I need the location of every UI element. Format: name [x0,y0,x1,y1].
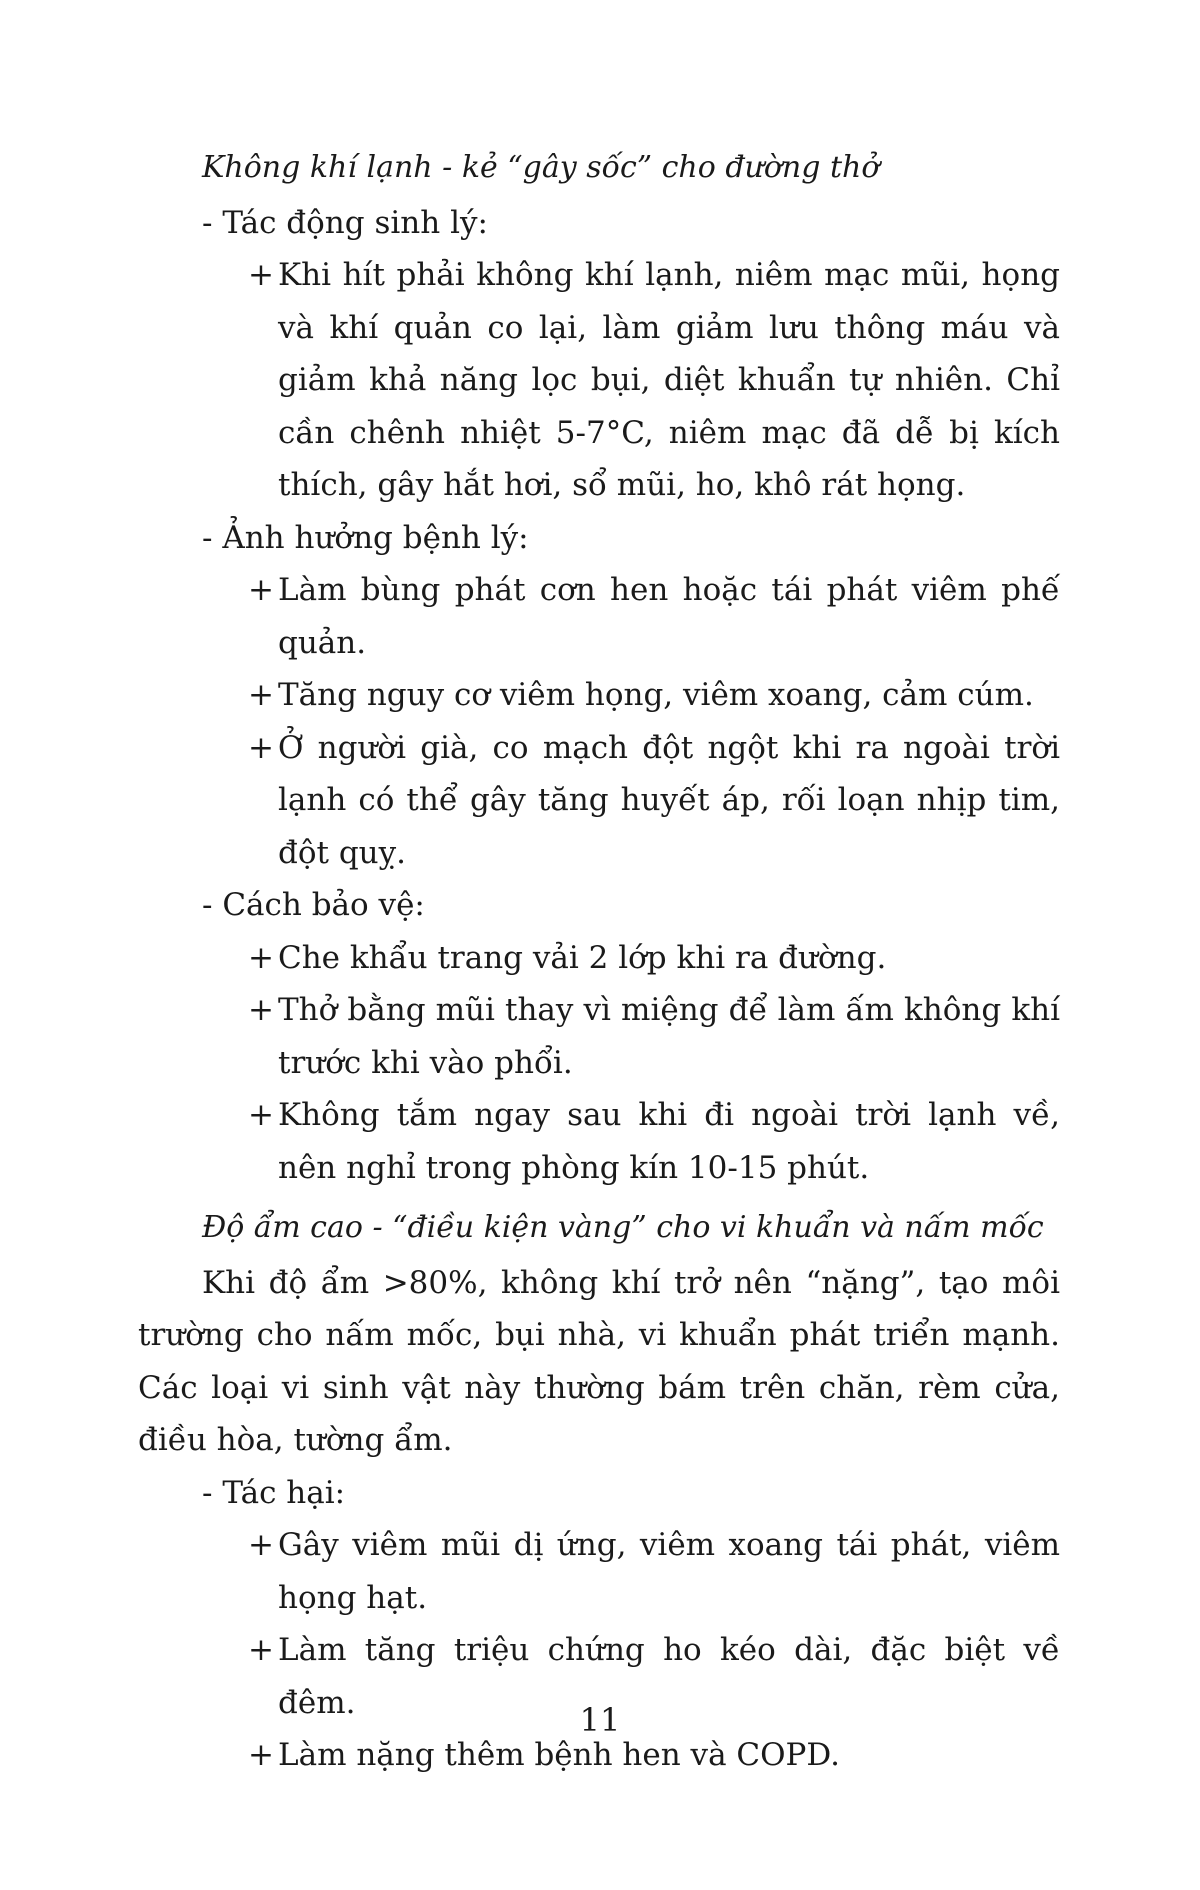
list-item [138,669,1060,722]
list-item [138,984,1060,1089]
list-item-text: Không tắm ngay sau khi đi ngoài trời lạnh về, nên nghỉ trong phòng kín 10-15 phút. [278,1097,1060,1186]
bullet-marker: + [248,1737,274,1773]
list-item-text: Làm tăng triệu chứng ho kéo dài, đặc biệt về đêm. [278,1632,1060,1721]
list-item [138,249,1060,512]
list-item [138,932,1060,985]
bullet-marker: + [248,1097,274,1133]
bullet-marker: + [248,257,274,293]
pathological-effects-label: - Ảnh hưởng bệnh lý: [202,519,529,556]
harm-label: - Tác hại: [202,1474,346,1511]
bullet-marker: + [248,1527,274,1563]
page-content [138,142,1060,1782]
list-item-text: Thở bằng mũi thay vì miệng để làm ấm không khí trước khi vào phổi. [278,992,1060,1081]
section-heading-cold-air: Không khí lạnh - kẻ “gây sốc” cho đường thở [202,150,880,185]
list-item-text: Che khẩu trang vải 2 lớp khi ra đường. [278,939,887,976]
list-item-text: Khi hít phải không khí lạnh, niêm mạc mũi, họng và khí quản co lại, làm giảm lưu thông máu và giảm khả năng lọc bụi, diệt khuẩn tự nhiên. Chỉ cần chênh nhiệt 5-7°C, niêm mạc đã dễ bị kích thích, gây hắt hơi, sổ mũi, ho, khô rát họng. [278,257,1060,503]
bullet-marker: + [248,992,274,1028]
list-item-text: Làm nặng thêm bệnh hen và COPD. [278,1737,840,1773]
list-item-text: Làm bùng phát cơn hen hoặc tái phát viêm phế quản. [278,572,1060,661]
bullet-marker: + [248,729,274,766]
bullet-marker: + [248,1632,274,1668]
list-item-text: Ở người già, co mạch đột ngột khi ra ngoài trời lạnh có thể gây tăng huyết áp, rối loạn nhịp tim, đột quỵ. [278,729,1060,871]
bullet-marker: + [248,572,274,608]
list-item-text: Tăng nguy cơ viêm họng, viêm xoang, cảm cúm. [278,677,1034,713]
list-item [138,564,1060,669]
section-heading-humidity: Độ ẩm cao - “điều kiện vàng” cho vi khuẩn và nấm mốc [202,1210,1044,1245]
list-item-text: Gây viêm mũi dị ứng, viêm xoang tái phát, viêm họng hạt. [278,1527,1060,1616]
physiological-effects-label: - Tác động sinh lý: [202,204,488,241]
list-item [138,1519,1060,1624]
list-item [138,722,1060,880]
bullet-marker: + [248,939,274,976]
page-number: 11 [579,1701,621,1739]
list-item [138,1089,1060,1194]
humidity-paragraph: Khi độ ẩm >80%, không khí trở nên “nặng”, tạo môi trường cho nấm mốc, bụi nhà, vi khuẩn phát triển mạnh. Các loại vi sinh vật này thường bám trên chăn, rèm cửa, điều hòa, tường ẩm. [138,1264,1060,1458]
bullet-marker: + [248,677,274,713]
protection-methods-label: - Cách bảo vệ: [202,887,425,923]
